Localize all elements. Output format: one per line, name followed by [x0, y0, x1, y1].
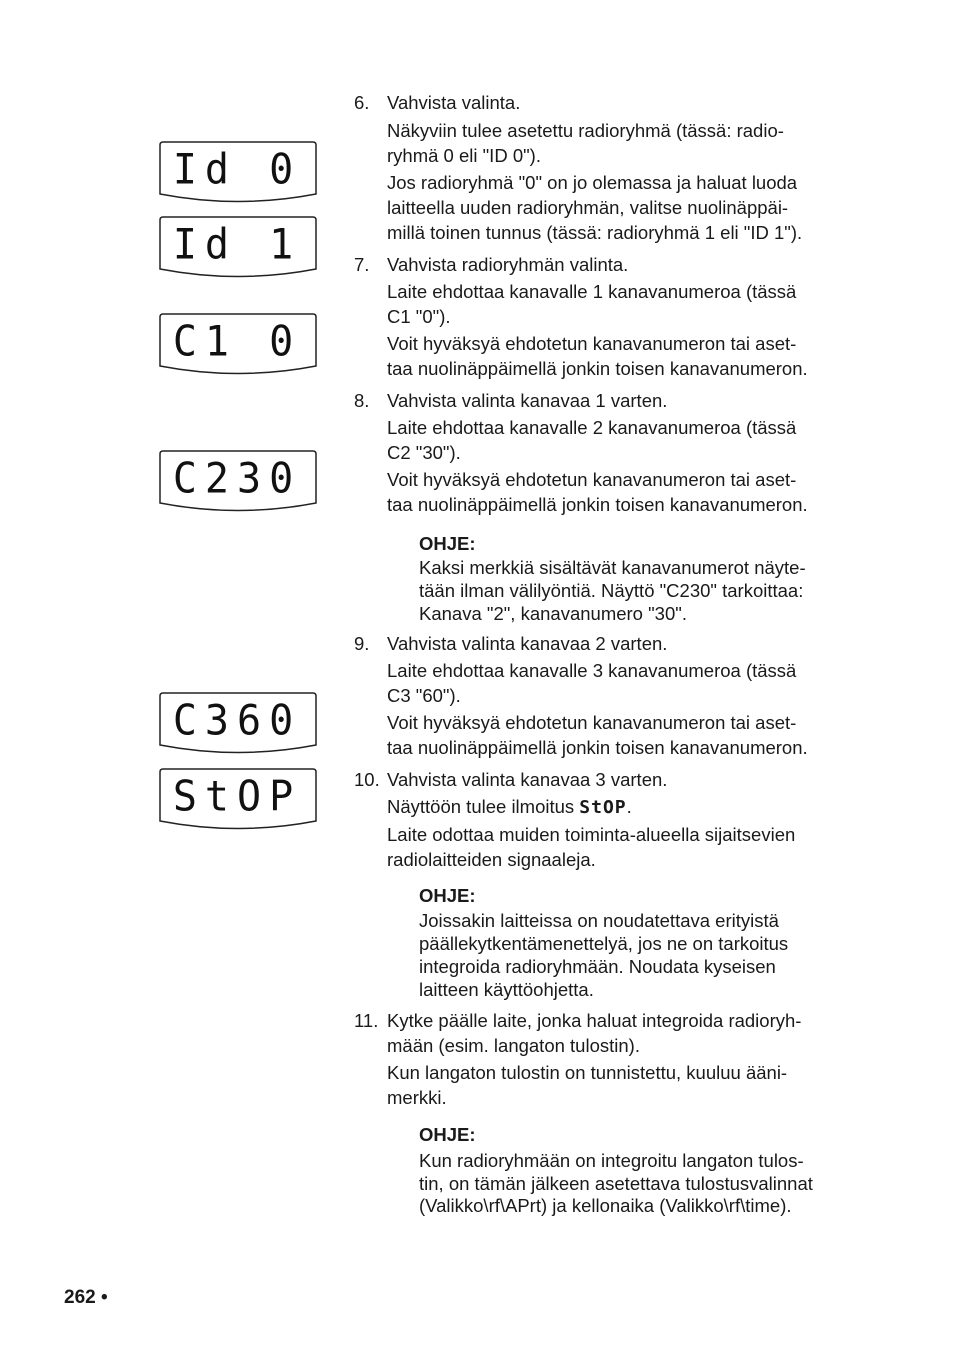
step-number: 11.: [354, 1010, 379, 1031]
step-text: merkki.: [387, 1087, 447, 1108]
note-text: Kanava "2", kanavanumero "30".: [419, 603, 687, 624]
step-text: Kytke päälle laite, jonka haluat integroida radioryh-: [387, 1010, 802, 1031]
step-text: Laite ehdottaa kanavalle 1 kanavanumeroa (tässä: [387, 281, 797, 302]
step-text: Voit hyväksyä ehdotetun kanavanumeron tai aset-: [387, 712, 797, 733]
step-number: 7.: [354, 254, 370, 275]
note-text: päällekytkentämenettelyä, jos ne on tarkoitus: [419, 933, 789, 954]
step-text-suffix: .: [626, 796, 632, 817]
step-text: laitteella uuden radioryhmän, valitse nuolinäppäi-: [387, 197, 789, 218]
step-text: C3 "60").: [387, 685, 461, 706]
lcd-display-c230: [159, 450, 319, 516]
step-text: ryhmä 0 eli "ID 0").: [387, 145, 541, 166]
step-text: taa nuolinäppäimellä jonkin toisen kanavanumeron.: [387, 494, 808, 515]
note-text: laitteen käyttöohjetta.: [419, 979, 594, 1000]
note-text: Kun radioryhmään on integroitu langaton tulos-: [419, 1150, 804, 1171]
note-title: OHJE:: [419, 533, 476, 554]
step-text: Kun langaton tulostin on tunnistettu, kuuluu ääni-: [387, 1062, 788, 1083]
lcd-display-id1: [159, 216, 319, 282]
note-text: tin, on tämän jälkeen asetettava tulostusvalinnat: [419, 1173, 813, 1194]
lcd-text: C230: [172, 454, 302, 504]
step-text: C2 "30").: [387, 442, 461, 463]
step-text: Vahvista valinta.: [387, 92, 521, 113]
note-text: tään ilman välilyöntiä. Näyttö "C230" tarkoittaa:: [419, 580, 804, 601]
page-number: 262 •: [64, 1287, 108, 1308]
step-text: Vahvista radioryhmän valinta.: [387, 254, 629, 275]
step-text: taa nuolinäppäimellä jonkin toisen kanavanumeron.: [387, 737, 808, 758]
step-text: taa nuolinäppäimellä jonkin toisen kanavanumeron.: [387, 358, 808, 379]
step-text: Laite odottaa muiden toiminta-alueella sijaitsevien: [387, 824, 796, 845]
lcd-text: Id 0: [172, 145, 302, 195]
step-text: radiolaitteiden signaaleja.: [387, 849, 596, 870]
note-title: OHJE:: [419, 1124, 476, 1145]
lcd-text: StOP: [172, 772, 302, 822]
step-text: mään (esim. langaton tulostin).: [387, 1035, 640, 1056]
step-number: 8.: [354, 390, 370, 411]
step-number: 9.: [354, 633, 370, 654]
step-text-with-display: [387, 794, 632, 821]
lcd-display-c360: [159, 692, 319, 758]
step-text: Näyttöön tulee ilmoitus: [387, 796, 580, 817]
step-text: C1 "0").: [387, 306, 451, 327]
step-text: Laite ehdottaa kanavalle 3 kanavanumeroa (tässä: [387, 660, 797, 681]
step-text: Näkyviin tulee asetettu radioryhmä (tässä: radio-: [387, 120, 784, 141]
step-text: Vahvista valinta kanavaa 3 varten.: [387, 769, 668, 790]
note-text: Joissakin laitteissa on noudatettava erityistä: [419, 910, 779, 931]
step-text: millä toinen tunnus (tässä: radioryhmä 1 eli "ID 1").: [387, 222, 803, 243]
inline-lcd-text: StOP: [579, 797, 627, 818]
lcd-text: C1 0: [172, 317, 302, 367]
step-text: Vahvista valinta kanavaa 2 varten.: [387, 633, 668, 654]
lcd-text: Id 1: [172, 220, 302, 270]
step-text: Voit hyväksyä ehdotetun kanavanumeron tai aset-: [387, 333, 797, 354]
note-text: integroida radioryhmään. Noudata kyseisen: [419, 956, 776, 977]
step-text: Vahvista valinta kanavaa 1 varten.: [387, 390, 668, 411]
step-number: 10.: [354, 769, 380, 790]
lcd-display-c10: [159, 313, 319, 379]
step-text: Voit hyväksyä ehdotetun kanavanumeron tai aset-: [387, 469, 797, 490]
note-title: OHJE:: [419, 885, 476, 906]
step-number: 6.: [354, 92, 370, 113]
lcd-display-stop: [159, 768, 319, 834]
note-text: (Valikko\rf\APrt) ja kellonaika (Valikko\rf\time).: [419, 1195, 792, 1216]
note-text: Kaksi merkkiä sisältävät kanavanumerot näyte-: [419, 557, 806, 578]
step-text: Jos radioryhmä "0" on jo olemassa ja haluat luoda: [387, 172, 798, 193]
lcd-text: C360: [172, 696, 302, 746]
lcd-display-id0: [159, 141, 319, 207]
step-text: Laite ehdottaa kanavalle 2 kanavanumeroa (tässä: [387, 417, 797, 438]
